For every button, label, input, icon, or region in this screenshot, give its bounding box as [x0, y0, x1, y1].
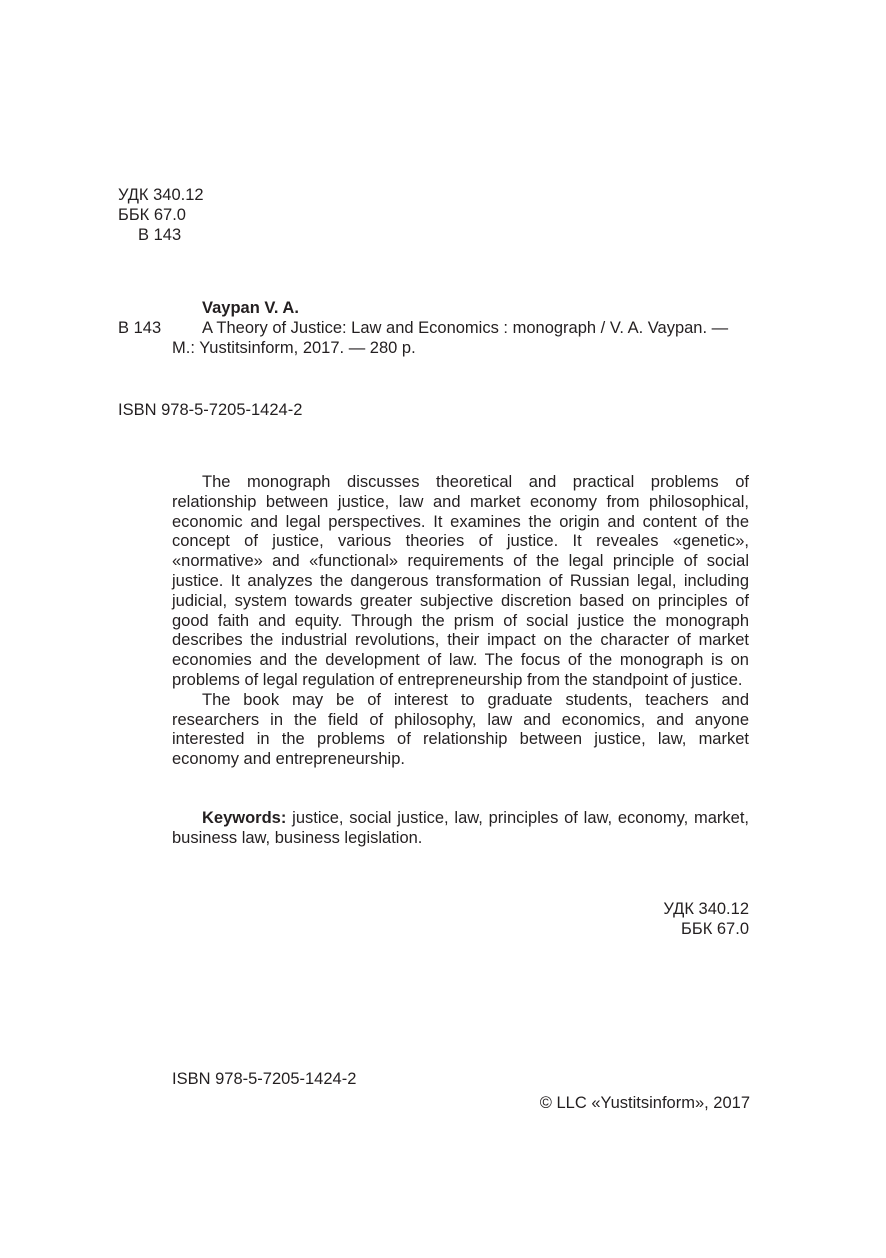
keywords-text: justice, social justice, law, principles of law, economy, market, business law, business legislation. — [172, 809, 749, 847]
bibliographic-cutter: В 143 — [118, 319, 162, 337]
author-name: Vaypan V. A. — [202, 299, 299, 317]
bbk-code-bottom: ББК 67.0 — [681, 920, 749, 938]
copyright-notice: © LLC «Yustitsinform», 2017 — [539, 1094, 750, 1112]
keywords-label: Keywords: — [202, 809, 287, 827]
classification-codes-bottom — [663, 899, 749, 939]
keywords-paragraph — [172, 809, 749, 849]
udk-code: УДК 340.12 — [118, 186, 204, 204]
isbn-top: ISBN 978-5-7205-1424-2 — [118, 401, 303, 419]
abstract — [172, 473, 749, 770]
isbn-bottom: ISBN 978-5-7205-1424-2 — [172, 1070, 357, 1088]
bbk-code: ББК 67.0 — [118, 206, 186, 224]
classification-codes-top — [118, 185, 204, 245]
keywords-block — [172, 809, 749, 849]
abstract-paragraph-2: The book may be of interest to graduate students, teachers and researchers in the field of philosophy, law and economics, and anyone interested in the problems of relationship between justice, law, market economy and entrepreneurship. — [172, 690, 749, 769]
cutter-code: В 143 — [138, 226, 182, 244]
publication-info: M.: Yustitsinform, 2017. — 280 p. — [172, 339, 416, 357]
udk-code-bottom: УДК 340.12 — [663, 900, 749, 918]
bibliographic-title: A Theory of Justice: Law and Economics : monograph / V. A. Vaypan. — — [202, 319, 729, 337]
abstract-paragraph-1: The monograph discusses theoretical and practical problems of relationship between justice, law and market economy from philosophical, economic and legal perspectives. It examines the origin and content of the concept of justice, various theories of justice. It reveales «genetic», «normative» and «functional» requirements of the legal principle of social justice. It analyzes the dangerous transformation of Russian legal, including judicial, system towards greater subjective discretion based on principles of good faith and equity. Through the prism of social justice the monograph describes the industrial revolutions, their impact on the character of market economies and the development of law. The focus of the monograph is on problems of legal regulation of entrepreneurship from the standpoint of justice. — [172, 473, 749, 689]
